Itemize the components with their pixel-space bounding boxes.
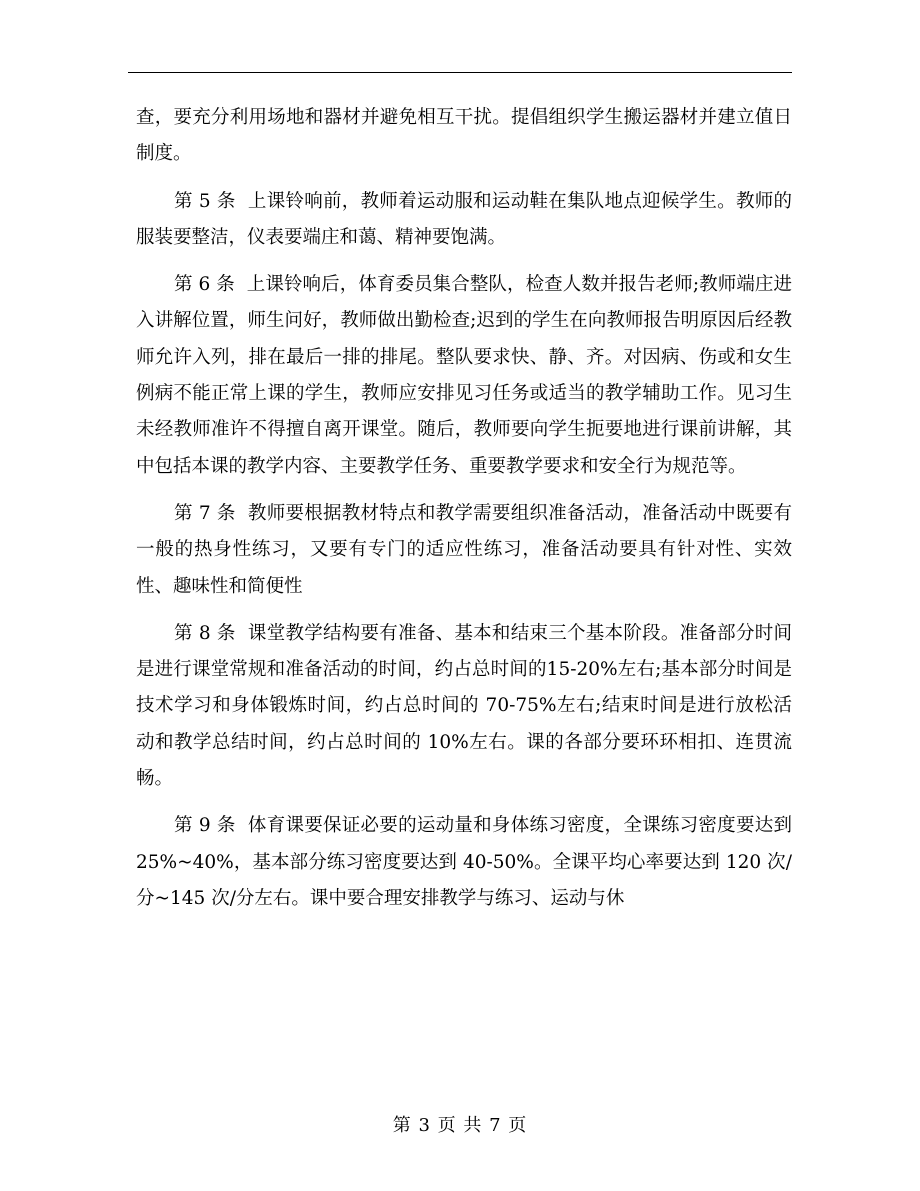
body-text (136, 100, 798, 928)
paragraph-article-7: 第 7 条 教师要根据教材特点和教学需要组织准备活动，准备活动中既要有一般的热身性练习，又要有专门的适应性练习，准备活动要具有针对性、实效性、趣味性和简便性 (136, 502, 792, 597)
paragraph-article-5: 第 5 条 上课铃响前，教师着运动服和运动鞋在集队地点迎候学生。教师的服装要整洁，仪表要端庄和蔼、精神要饱满。 (136, 190, 792, 248)
header-rule (128, 72, 792, 73)
paragraph-article-8: 第 8 条 课堂教学结构要有准备、基本和结束三个基本阶段。准备部分时间是进行课堂常规和准备活动的时间，约占总时间的15-20%左右;基本部分时间是技术学习和身体锻炼时间，约占总时间的 70-75%左右;结束时间是进行放松活动和教学总结时间，约占总时间的 10%左右。课的各部分要环环相扣、连贯流畅。 (136, 622, 792, 790)
paragraph-article-9: 第 9 条 体育课要保证必要的运动量和身体练习密度，全课练习密度要达到 25%~40%，基本部分练习密度要达到 40-50%。全课平均心率要达到 120 次/分~145 次/分左右。课中要合理安排教学与练习、运动与休 (136, 815, 798, 909)
page-number-footer: 第 3 页 共 7 页 (392, 1115, 528, 1136)
paragraph-article-6: 第 6 条 上课铃响后，体育委员集合整队，检查人数并报告老师;教师端庄进入讲解位置，师生问好，教师做出勤检查;迟到的学生在向教师报告明原因后经教师允许入列，排在最后一排的排尾。整队要求快、静、齐。对因病、伤或和女生例病不能正常上课的学生，教师应安排见习任务或适当的教学辅助工作。见习生未经教师准许不得擅自离开课堂。随后，教师要向学生扼要地进行课前讲解，其中包括本课的教学内容、主要教学任务、重要教学要求和安全行为规范等。 (136, 274, 792, 477)
paragraph-continuation: 查，要充分利用场地和器材并避免相互干扰。提倡组织学生搬运器材并建立值日制度。 (136, 107, 792, 165)
